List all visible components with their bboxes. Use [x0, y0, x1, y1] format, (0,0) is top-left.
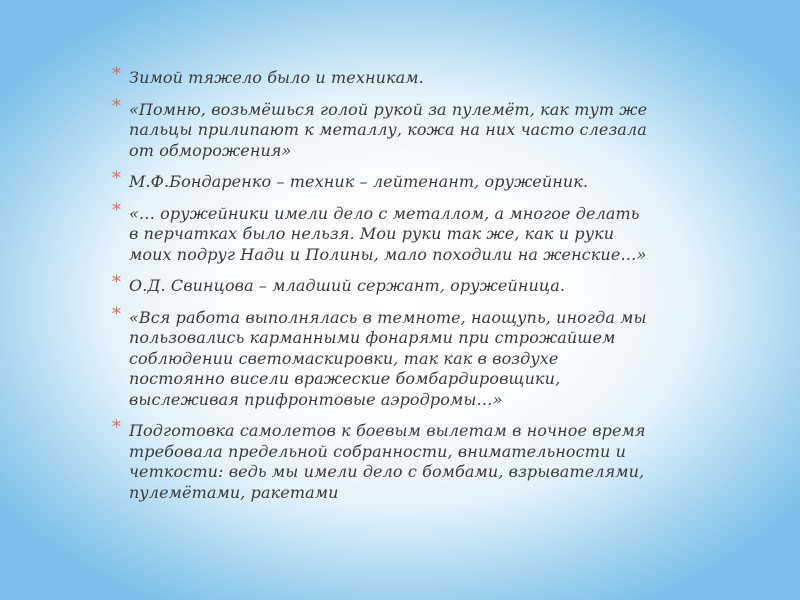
bullet-list [112, 64, 652, 514]
asterisk-bullet-icon: * [112, 303, 122, 325]
bullet-text: О.Д. Свинцова – младший сержант, оружейница. [129, 276, 566, 295]
list-item [112, 168, 652, 193]
list-item [112, 417, 652, 503]
bullet-text: «Вся работа выполнялась в темноте, наощупь, иногда мы пользовались карманными фонарями при строжайшем соблюдении светомаскировки, так как в воздухе постоянно висели вражеские бомбардировщики, выслеживая прифронтовые аэродромы…» [129, 307, 647, 409]
asterisk-bullet-icon: * [112, 417, 122, 438]
list-item [112, 272, 652, 297]
bullet-text: «… оружейники имели дело с металлом, а многое делать в перчатках было нельзя. Мои руки так же, как и руки моих подруг Нади и Полины, мало походили на женские…» [129, 203, 647, 264]
asterisk-bullet-icon: * [112, 64, 122, 85]
asterisk-bullet-icon: * [112, 199, 122, 221]
bullet-text: Зимой тяжело было и техникам. [129, 68, 424, 87]
bullet-text: «Помню, возьмёшься голой рукой за пулемёт, как тут же пальцы прилипают к металлу, кожа на них часто слезала от обморожения» [129, 99, 648, 160]
asterisk-bullet-icon: * [112, 168, 122, 189]
list-item [112, 64, 652, 89]
list-item [112, 199, 652, 266]
bullet-text: Подготовка самолетов к боевым вылетам в ночное время требовала предельной собранности, внимательности и четкости: ведь мы имели дело с бомбами, взрывателями, пулемётами, ракетами [129, 421, 646, 502]
asterisk-bullet-icon: * [112, 95, 122, 117]
list-item [112, 95, 652, 162]
asterisk-bullet-icon: * [112, 272, 122, 293]
bullet-text: М.Ф.Бондаренко – техник – лейтенант, оружейник. [129, 172, 589, 191]
list-item [112, 303, 652, 411]
